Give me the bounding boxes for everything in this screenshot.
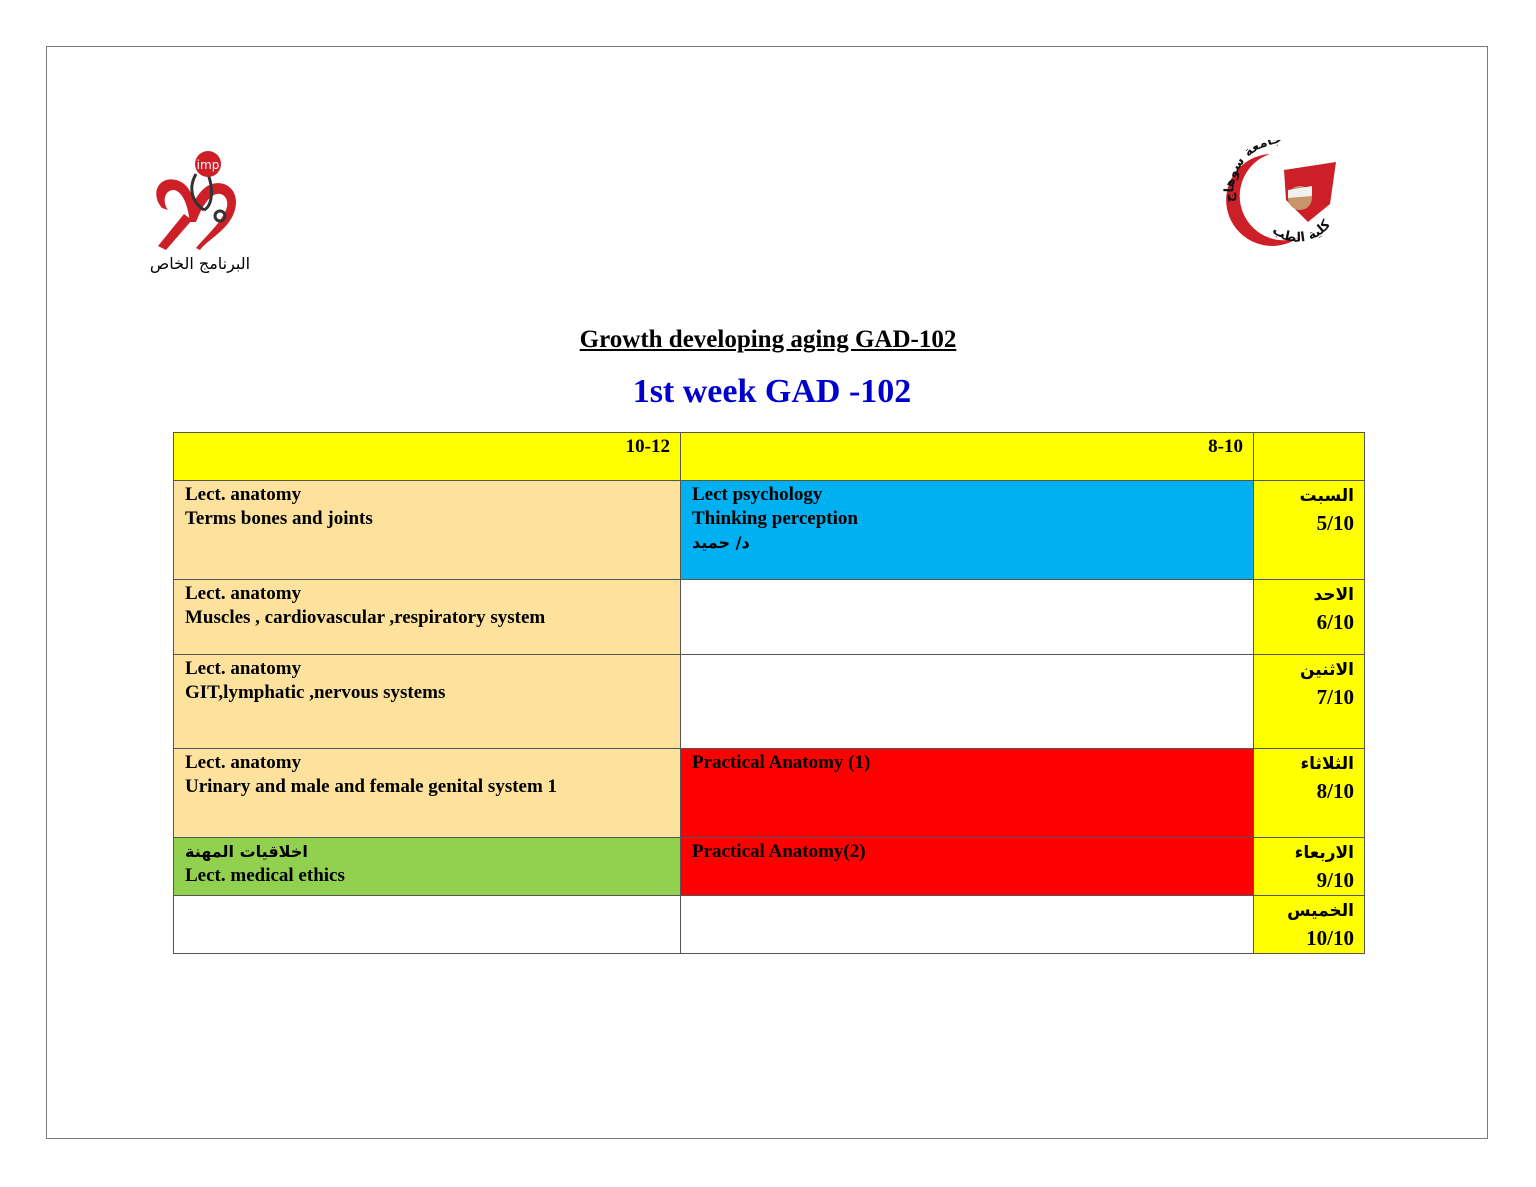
schedule-row (174, 896, 1365, 954)
day-cell (1254, 655, 1365, 749)
header-day (1254, 433, 1365, 481)
schedule-row (174, 838, 1365, 896)
cell-slot-8-10 (681, 655, 1254, 749)
cell-text: Lect. anatomy (185, 752, 302, 773)
cell-text: Lect. anatomy (185, 658, 302, 679)
cell-text: Thinking perception (692, 508, 858, 529)
cell-slot-10-12 (174, 749, 681, 838)
document-title: Growth developing aging GAD-102 (579, 326, 957, 353)
day-date: 7/10 (1316, 685, 1354, 709)
day-date: 6/10 (1316, 610, 1354, 634)
schedule-row (174, 749, 1365, 838)
cell-text: Terms bones and joints (185, 508, 373, 529)
cell-slot-8-10 (681, 580, 1254, 655)
day-date: 9/10 (1316, 868, 1354, 892)
day-date: 5/10 (1316, 511, 1354, 535)
cell-text: Lect. medical ethics (185, 865, 345, 886)
cell-slot-8-10 (681, 838, 1254, 896)
schedule-row (174, 655, 1365, 749)
logo-mark-text: imp (196, 158, 220, 172)
logo-arc-text: جامعة سوهاج (1222, 140, 1283, 204)
cell-text: د/ حميد (692, 533, 750, 552)
stethoscope-heart-icon (148, 150, 248, 254)
day-name: الاثنين (1299, 660, 1354, 680)
cell-slot-8-10 (681, 896, 1254, 954)
day-name: السبت (1299, 486, 1354, 506)
cell-text: Muscles , cardiovascular ,respiratory system (185, 607, 546, 628)
cell-slot-10-12 (174, 481, 681, 580)
week-title: 1st week GAD -102 (632, 373, 912, 410)
university-crest-icon (1214, 140, 1348, 250)
day-cell (1254, 838, 1365, 896)
day-name: الخميس (1287, 901, 1354, 921)
cell-slot-10-12 (174, 580, 681, 655)
logo-caption: البرنامج الخاص (149, 254, 251, 273)
day-cell (1254, 580, 1365, 655)
cell-slot-10-12 (174, 896, 681, 954)
cell-text: Urinary and male and female genital system 1 (185, 776, 558, 797)
special-program-logo (140, 150, 260, 282)
day-date: 10/10 (1306, 926, 1354, 950)
cell-slot-10-12 (174, 655, 681, 749)
header-slot-10-12: 10-12 (174, 433, 681, 481)
schedule-table (173, 432, 1365, 954)
cell-text: Practical Anatomy (1) (692, 752, 871, 773)
schedule-row (174, 481, 1365, 580)
cell-text: Lect. anatomy (185, 583, 302, 604)
day-cell (1254, 749, 1365, 838)
cell-text: GIT,lymphatic ,nervous systems (185, 682, 446, 703)
header-slot-8-10: 8-10 (681, 433, 1254, 481)
header-row (174, 433, 1365, 481)
day-cell (1254, 896, 1365, 954)
cell-slot-10-12 (174, 838, 681, 896)
cell-text: اخلاقيات المهنة (185, 842, 308, 861)
day-date: 8/10 (1316, 779, 1354, 803)
cell-text: Lect psychology (692, 484, 823, 505)
cell-text: Practical Anatomy(2) (692, 841, 866, 862)
svg-text:جامعة سوهاج (1222, 140, 1283, 203)
cell-slot-8-10 (681, 481, 1254, 580)
day-cell (1254, 481, 1365, 580)
day-name: الثلاثاء (1300, 754, 1354, 774)
schedule-row (174, 580, 1365, 655)
day-name: الاحد (1313, 585, 1354, 605)
day-name: الاربعاء (1294, 843, 1354, 863)
logo-bottom-text: كلية الطب (1269, 217, 1334, 246)
cell-slot-8-10 (681, 749, 1254, 838)
faculty-of-medicine-logo (1214, 140, 1348, 250)
cell-text: Lect. anatomy (185, 484, 302, 505)
